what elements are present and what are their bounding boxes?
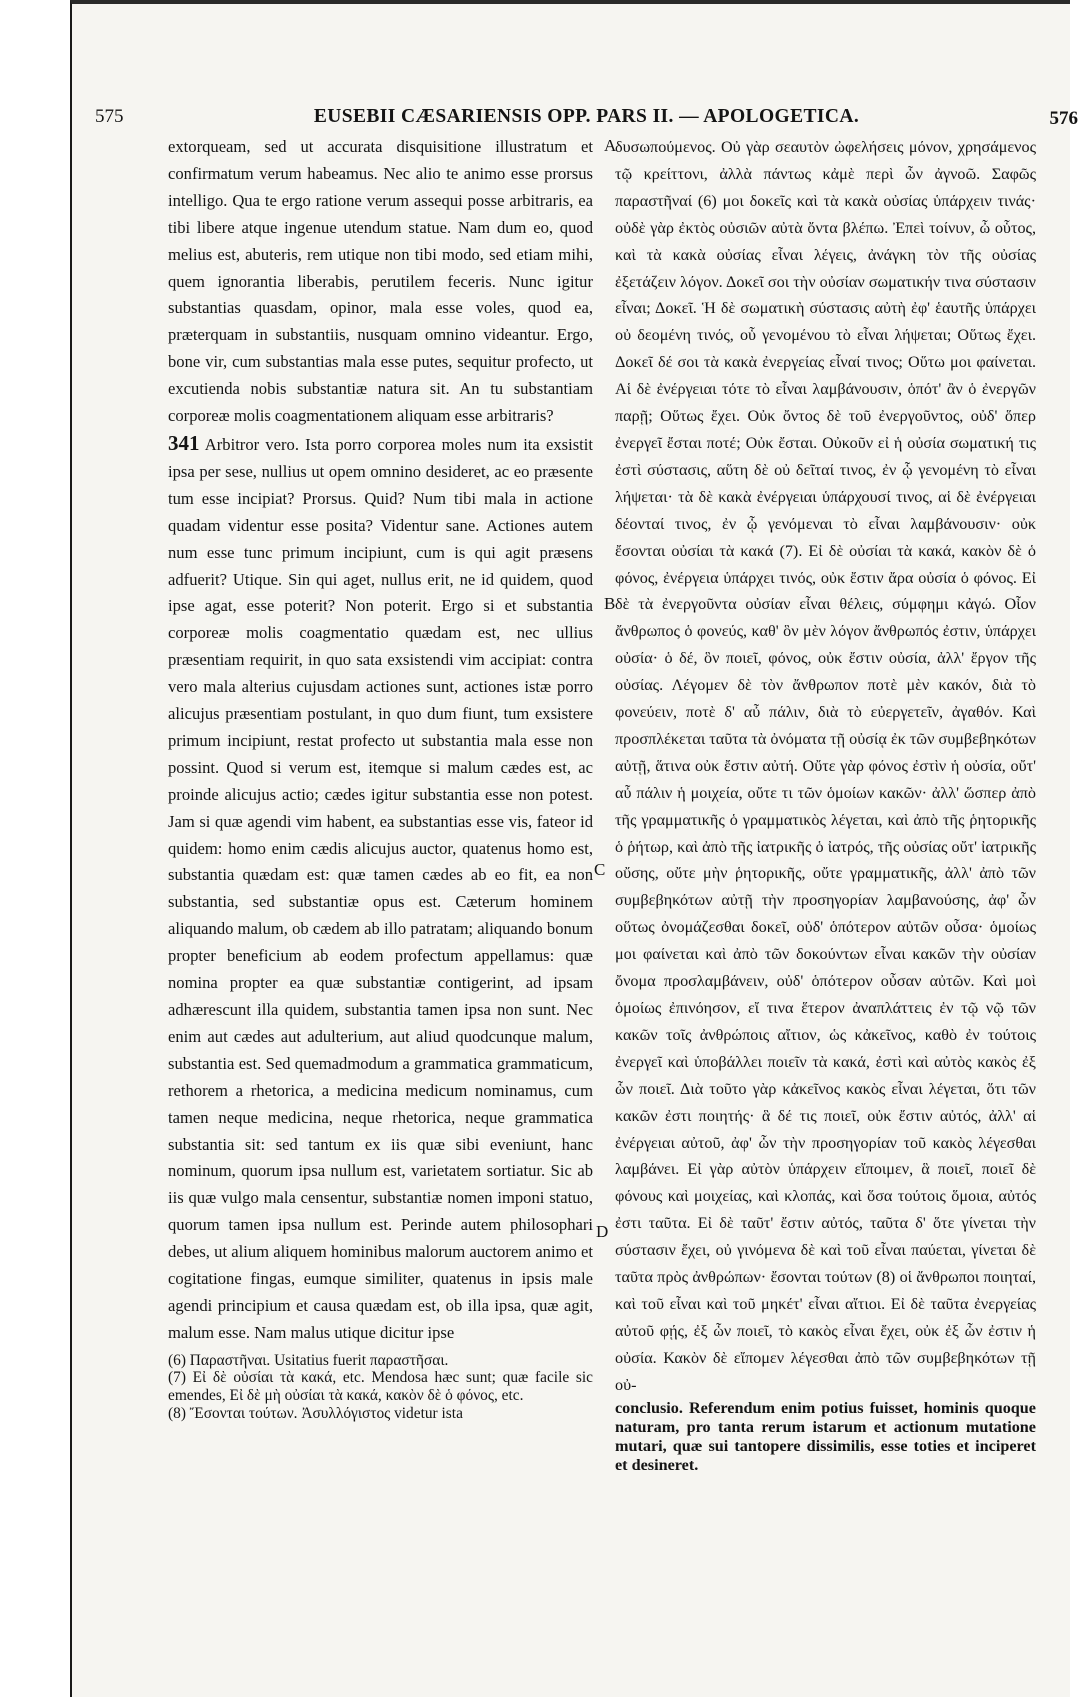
left-column — [168, 134, 593, 1422]
footnote-continuation: conclusio. Referendum enim potius fuisset, hominis quoque naturam, pro tanta rerum istarum et actionum mutatione mutari, quæ sui tantopere dissimilis, esse toties et inciperet et desineret. — [615, 1398, 1036, 1474]
footnote: (8) Ἔσονται τούτων. Ἀσυλλόγιστος videtur ista — [168, 1404, 463, 1422]
section-number: 341 — [168, 430, 200, 455]
footnote: (6) Παραστῆναι. Usitatius fuerit παραστῆσαι. — [168, 1351, 449, 1369]
footnote: (7) Εἰ δὲ οὐσίαι τὰ κακά, etc. Mendosa hæc sunt; quæ facile sic emendes, Εἰ δὲ μὴ οὐσίαι τὰ κακά, κακὸν δὲ ὁ φόνος, etc. — [168, 1369, 593, 1404]
latin-paragraph-2-text: Arbitror vero. Ista porro corporea moles num ita exsistit ipsa per sese, nullius ut opem omnino desideret, ac eo præsente tum esse incipiat? Prorsus. Quid? Num tibi mala in actione quadam videntur esse posita? Videntur sane. Actiones autem num esse tunc primum incipiunt, cum is qui agit præsens adfuerit? Utique. Sin qui aget, nullus erit, ne id quidem, quod ipse agat, esse poterit? Non poterit. Ergo si et substantia corporeæ molis coagmentatio quædam est, nec ullius præsentiam requirit, in quo sata exsistendi vim accipiat: contra vero mala alterius cujusdam actiones sunt, actiones istæ porro alicujus præsentiam postulant, in quo dum fiunt, tum exsistere primum incipiunt, restat profecto ut substantia mala esse non possint. Quod si verum est, itemque si malum cædes est, ac proinde alicujus actio; cædes igitur substantia esse non potest. Jam si quæ agendi vim habent, ea substantias esse vis, fateor id quidem: homo enim cædis alicujus auctor, quatenus homo est, substantia quædam est: quæ tamen cædes ab eo fit, ea non substantia, sed substantiæ opus est. Cæterum hominem aliquando malum, ob cædem ab illo patratam; aliquando bonum propter beneficium ab eodem profectum appellamus: quæ nomina propter ea quæ substantiæ contigerint, ad ipsam adhærescunt illa quidem, substantia tamen ipsa non sunt. Nec enim aut cædes aut adulterium, aut aliud quodcunque malum, substantia est. Sed quemadmodum a grammatica grammaticum, rethorem a rhetorica, a medicina medicum nominamus, cum tamen neque medicina, neque rhetorica, neque grammatica substantia sit: sed tantum ex iis quæ sibi eveniunt, hanc nominum, quorum ipsa nullum est, varietatem sortiatur. Sic ab iis quæ vulgo mala censentur, substantiæ nomen imponi statuo, quorum tamen ipsa nullum est. Perinde autem philosophari debes, ut alium aliquem hominibus malorum auctorem animo et cogitatione fingas, eumque similiter, quatenus in ipsis male agendi principium et causa quædam est, ob illa ipsa, quæ agit, malum esse. Nam malus utique dicitur ipse — [168, 434, 593, 1342]
latin-paragraph-2 — [168, 430, 593, 1347]
page-number-right: 576 — [1049, 108, 1078, 129]
section-marker-b: B — [604, 594, 616, 613]
right-column — [615, 134, 1036, 1475]
section-marker-c: C — [594, 860, 606, 879]
page-number-left: 575 — [95, 106, 124, 127]
running-title: EUSEBII CÆSARIENSIS OPP. PARS II. — APOLOGETICA. — [313, 106, 860, 127]
greek-text: δυσωπούμενος. Οὐ γὰρ σεαυτὸν ὠφελήσεις μόνον, χρησάμενος τῷ κρείττονι, ἀλλὰ πάντως κἀμὲ περὶ ὧν ἀγνοῶ. Σαφῶς παραστῆναί (6) μοι δοκεῖς καὶ τὰ κακὰ οὐσίας ὑπάρχειν τινάς· οὐδὲ γὰρ ἐκτὸς οὐσιῶν αὐτὰ ὄντα βλέπω. Ἐπεὶ τοίνυν, ὦ οὗτος, καὶ τὰ κακὰ οὐσίας εἶναι λέγεις, ἀνάγκη τὸν τῆς οὐσίας ἐξετάζειν λόγον. Δοκεῖ σοι τὴν οὐσίαν σωματικήν τινα σύστασιν εἶναι; Δοκεῖ. Ἡ δὲ σωματικὴ σύστασις αὐτὴ ἐφ' ἑαυτῆς ὑπάρχει οὐ δεομένη τινός, οὗ γενομένου τὸ εἶναι λήψεται; Οὕτως ἔχει. Δοκεῖ δέ σοι τὰ κακὰ ἐνεργείας εἶναί τινος; Οὕτω μοι φαίνεται. Αἱ δὲ ἐνέργειαι τότε τὸ εἶναι λαμβάνουσιν, ὁπότ' ἂν ὁ ἐνεργῶν παρῇ; Οὕτως ἔχει. Οὐκ ὄντος δὲ τοῦ ἐνεργοῦντος, οὐδ' ὅπερ ἐνεργεῖ ἔσται ποτέ; Οὐκ ἔσται. Οὐκοῦν εἰ ἡ οὐσία σωματική τις ἐστὶ σύστασις, αὕτη δὲ οὐ δεῖταί τινος, ἐν ᾧ γενομένη τὸ εἶναι λήψεται· τὰ δὲ κακὰ ἐνέργειαι ὑπάρχουσί τινος, αἱ δὲ ἐνέργειαι δέονταί τινος, ἐν ᾧ γενόμεναι τὸ εἶναι λαμβάνουσιν· οὐκ ἔσονται οὐσίαι τὰ κακά (7). Εἰ δὲ οὐσίαι τὰ κακά, κακὸν δὲ ὁ φόνος, ἐνέργεια ὑπάρχει τινός, οὐκ ἔστιν ἄρα οὐσία ὁ φόνος. Εἰ δὲ τὰ ἐνεργοῦντα οὐσίαν εἶναι θέλεις, σύμφημι κἀγώ. Οἷον ἄνθρωπος ὁ φονεύς, καθ' ὃν μὲν λόγον ἄνθρωπός ἐστιν, ὑπάρχει οὐσία· ὁ δέ, ὃν ποιεῖ, φόνος, οὐκ ἔστιν οὐσία, ἀλλ' ἔργον τῆς οὐσίας. Λέγομεν δὲ τὸν ἄνθρωπον ποτὲ μὲν κακόν, διὰ τὸ φονεύειν, ποτὲ δ' αὖ πάλιν, διὰ τὸ εὐεργετεῖν, ἀγαθόν. Καὶ προσπλέκεται ταῦτα τὰ ὀνόματα τῇ οὐσίᾳ ἐκ τῶν συμβεβηκότων αὐτῇ, ἅτινα οὐκ ἔστιν αὐτή. Οὔτε γὰρ φόνος ἐστὶν ἡ οὐσία, οὔτ' αὖ πάλιν ἡ μοιχεία, οὔτε τι τῶν ὁμοίων κακῶν· ἀλλ' ὥσπερ ἀπὸ τῆς γραμματικῆς ὁ γραμματικὸς λέγεται, καὶ ἀπὸ τῆς ῥητορικῆς ὁ ῥήτωρ, καὶ ἀπὸ τῆς ἰατρικῆς ὁ ἰατρός, τῆς οὐσίας οὔτ' ἰατρικῆς οὔσης, οὔτε μὴν ῥητορικῆς, οὔτε γραμματικῆς, ἀλλ' ἀπὸ τῶν συμβεβηκότων αὐτῇ τὴν προσηγορίαν λαμβανούσης, ἀφ' ὧν οὕτως ὀνομάζεσθαι δοκεῖ, οὐδ' ὁπότερον αὐτῶν οὖσα· ὁμοίως μοι φαίνεται καὶ ἀπὸ τῶν δοκούντων εἶναι κακῶν τὴν οὐσίαν ὄνομα προσλαμβάνειν, οὐδ' ὁπότερον οὖσαν αὐτῶν. Καὶ μοὶ ὁμοίως ἐπινόησον, εἴ τινα ἕτερον ἀναπλάττεις ἐν τῷ νῷ τῶν κακῶν τοῖς ἀνθρώποις αἴτιον, ὡς κἀκεῖνος, καθὸ ἐν τούτοις ἐνεργεῖ καὶ ὑποβάλλει ποιεῖν τὰ κακά, ἐστὶ καὶ αὐτὸς κακὸς ἐξ ὧν ποιεῖ. Διὰ τοῦτο γὰρ κἀκεῖνος κακὸς εἶναι λέγεται, ὅτι τῶν κακῶν ἐστι ποιητής· ἃ δέ τις ποιεῖ, οὐκ ἔστιν αὐτός, ἀλλ' αἱ ἐνέργειαι αὐτοῦ, ἀφ' ὧν τὴν προσηγορίαν τοῦ κακὸς λέγεσθαι λαμβάνει. Εἰ γὰρ αὐτὸν ὑπάρχειν εἴποιμεν, ἃ ποιεῖ, ποιεῖ δὲ φόνους καὶ μοιχείας, καὶ κλοπάς, καὶ ὅσα τούτοις ὅμοια, αὐτός ἐστι ταῦτα. Εἰ δὲ ταῦτ' ἔστιν αὐτός, ταῦτα δ' ὅτε γίνεται τὴν σύστασιν ἔχει, οὐ γινόμενα δὲ καὶ τοῦ εἶναι παύεται, γίνεται δὲ ταῦτα πρὸς ἀνθρώπων· ἔσονται τούτων (8) οἱ ἄνθρωποι ποιηταί, καὶ τοῦ εἶναι καὶ τοῦ μηκέτ' εἶναι αἴτιοι. Εἰ δὲ ταῦτα ἐνεργείας αὐτοῦ φῄς, ἐξ ὧν ποιεῖ, τὸ κακὸς εἶναι ἔχει, οὐκ ἐξ ὧν ἐστιν ἡ οὐσία. Κακὸν δὲ εἴπομεν λέγεσθαι ἀπὸ τῶν συμβεβηκότων τῇ οὐ- — [615, 138, 1036, 1394]
section-marker-a: A — [604, 136, 617, 155]
section-marker-d: D — [596, 1222, 609, 1241]
running-header — [95, 104, 1078, 138]
latin-paragraph-1: extorqueam, sed ut accurata disquisitione illustratum et confirmatum verum habeamus. Nec alio te animo esse prorsus intelligo. Qua te ergo ratione verum assequi posse arbitraris, ea tibi libere atque ingenue utendum statue. Nam dum eo, quod melius est, abuteris, rem utique non tibi modo, sed etiam mihi, quem ignorantia liberabis, perutilem feceris. Nunc igitur substantias quasdam, opinor, mala esse voles, quod ea, præterquam in substantiis, nusquam omnino videantur. Ergo, bone vir, cum substantias mala esse putes, sequitur profecto, ut excutienda nobis substantiæ natura sit. An tu substantiam corporeæ molis coagmentationem aliquam esse arbitraris? — [168, 137, 593, 426]
footnotes — [168, 1352, 593, 1422]
